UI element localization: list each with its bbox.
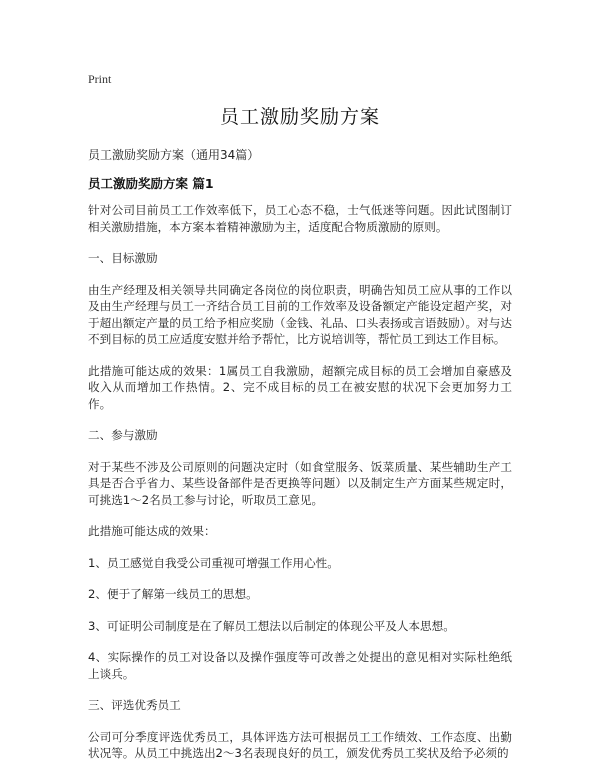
participation-effect-intro: 此措施可能达成的效果： [88,524,216,538]
effect-item-2: 2、便于了解第一线员工的思想。 [88,587,258,601]
goal-incentive-effect-paragraph: 此措施可能达成的效果：1属员工自我激励，超额完成目标的员工会增加自豪感及收入从而增加工作热情。2、完不成目标的员工在被安慰的状况下会更加努力工作。 [88,363,512,411]
document-subtitle: 员工激励奖励方案（通用34篇） [88,148,260,162]
heading-outstanding-employee: 三、评选优秀员工 [88,698,181,712]
participation-incentive-paragraph: 对于某些不涉及公司原则的问题决定时（如食堂服务、饭菜质量、某些辅助生产工具是否合乎省力、某些设备部件是否更换等问题）以及制定生产方面某些规定时，可挑选1～2名员工参与讨论，听取员工意见。 [88,459,512,507]
effect-item-1: 1、员工感觉自我受公司重视可增强工作用心性。 [88,555,339,570]
heading-goal-incentive: 一、目标激励 [88,251,158,265]
print-link[interactable]: Print [88,72,112,86]
intro-paragraph: 针对公司目前员工工作效率低下，员工心态不稳，士气低迷等问题。因此试图制订相关激励措施，本方案本着精神激励为主，适度配合物质激励的原则。 [88,203,512,234]
outstanding-employee-paragraph: 公司可分季度评选优秀员工，具体评选方法可根据员工工作绩效、工作态度、出勤状况等。从员工中挑选出2～3名表现良好的员工，颁发优秀员工奖状及给予必须的 [88,729,512,760]
effect-item-4: 4、实际操作的员工对设备以及操作强度等可改善之处提出的意见相对实际杜绝纸上谈兵。 [88,650,512,681]
effect-item-3: 3、可证明公司制度是在了解员工想法以后制定的体现公平及人本思想。 [88,618,455,633]
goal-incentive-paragraph: 由生产经理及相关领导共同确定各岗位的岗位职责，明确告知员工应从事的工作以及由生产经理与员工一齐结合员工目前的工作效率及设备额定产能设定超产奖，对于超出额定产量的员工给予相应奖励（金钱、礼品、口头表扬或言语鼓励）。对与达不到目标的员工应适度安慰并给予帮忙，比方说培训等，帮忙员工到达工作目标。 [88,282,512,346]
section-heading: 员工激励奖励方案 篇1 [88,176,214,191]
heading-participation-incentive: 二、参与激励 [88,428,158,442]
page-title: 员工激励奖励方案 [219,106,380,128]
